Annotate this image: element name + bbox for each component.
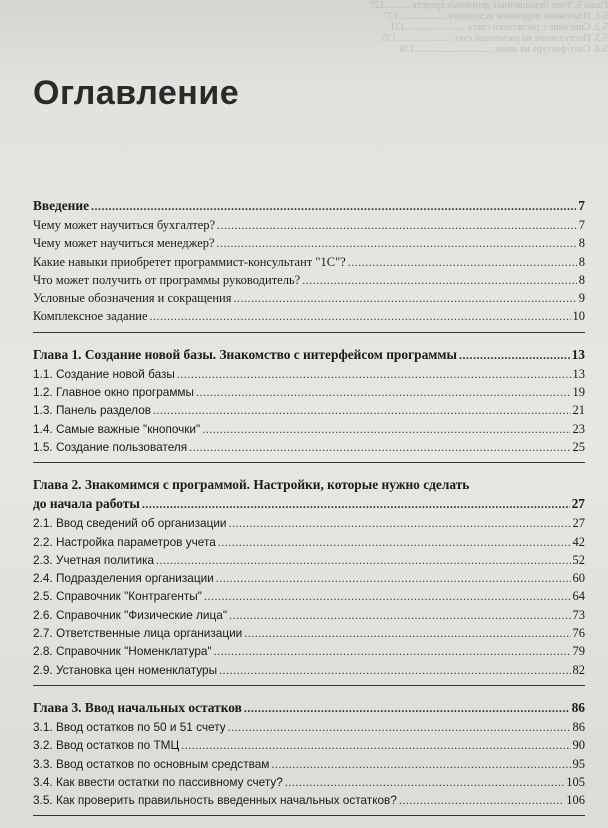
toc-entry[interactable] bbox=[33, 216, 585, 234]
leader-dots bbox=[189, 438, 570, 456]
toc-entry-title: 1.3. Панель разделов bbox=[33, 403, 152, 418]
leader-dots bbox=[285, 773, 564, 791]
toc-entry[interactable] bbox=[33, 514, 585, 532]
leader-dots bbox=[459, 346, 570, 365]
toc-entry[interactable] bbox=[33, 253, 585, 271]
toc-entry[interactable] bbox=[33, 773, 585, 791]
leader-dots bbox=[348, 253, 577, 271]
toc-entry[interactable] bbox=[33, 791, 585, 809]
toc-heading-page: 7 bbox=[578, 198, 585, 213]
toc-heading[interactable] bbox=[33, 475, 585, 514]
leader-dots bbox=[181, 736, 570, 754]
leader-dots bbox=[399, 791, 564, 809]
toc-entry-title: Что может получить от программы руководитель? bbox=[33, 272, 301, 287]
toc-heading-title-line1: Глава 2. Знакомимся с программой. Настройки, которые нужно сделать bbox=[33, 477, 470, 493]
toc-entry-page: 13 bbox=[572, 366, 585, 381]
leader-dots bbox=[204, 587, 571, 605]
leader-dots bbox=[217, 216, 577, 234]
toc-heading-title: Глава 1. Создание новой базы. Знакомство с интерфейсом программы bbox=[33, 346, 457, 362]
toc-entry-page: 25 bbox=[572, 439, 585, 454]
toc-entry-title: 2.4. Подразделения организации bbox=[33, 571, 214, 586]
toc-entry[interactable] bbox=[33, 642, 585, 660]
toc-heading-page: 13 bbox=[571, 346, 585, 362]
toc-heading-title: Глава 3. Ввод начальных остатков bbox=[33, 699, 242, 715]
toc-entry-title: Комплексное задание bbox=[33, 309, 148, 324]
toc-section-chapter-2 bbox=[33, 475, 585, 686]
toc-entry-page: 23 bbox=[572, 421, 585, 436]
toc-entry-page: 105 bbox=[566, 774, 585, 789]
leader-dots bbox=[229, 514, 571, 532]
leader-dots bbox=[177, 365, 571, 383]
table-of-contents bbox=[33, 196, 585, 828]
toc-entry[interactable] bbox=[33, 420, 585, 438]
bleed-through-text: Глава 5. Учет безналичных денежных средств ..........127 5.1. Платежное поручение исходящее ...................127 5.2. Списание с расчетного счета ........................131 5.3. Поступление на расчетный счет ......................135 5.4. Счет-фактура на аванс ...............................138 bbox=[369, 0, 608, 55]
toc-entry-title: 3.3. Ввод остатков по основным средствам bbox=[33, 756, 270, 771]
toc-section-chapter-1 bbox=[33, 345, 585, 463]
toc-entry-title: 2.9. Установка цен номенклатуры bbox=[33, 662, 218, 677]
toc-entry-page: 21 bbox=[572, 403, 585, 418]
toc-entry-title: 3.1. Ввод остатков по 50 и 51 счету bbox=[33, 719, 226, 734]
toc-entry-page: 64 bbox=[572, 589, 585, 604]
toc-entry-title: 2.1. Ввод сведений об организации bbox=[33, 516, 227, 531]
toc-entry[interactable] bbox=[33, 661, 585, 679]
toc-entry-page: 10 bbox=[572, 309, 585, 324]
toc-entry-title: 2.6. Справочник "Физические лица" bbox=[33, 607, 228, 622]
toc-entry[interactable] bbox=[33, 234, 585, 252]
toc-entry[interactable] bbox=[33, 438, 585, 456]
toc-heading-title: Введение bbox=[33, 198, 90, 213]
toc-entry[interactable] bbox=[33, 401, 585, 419]
toc-heading-page: 27 bbox=[571, 496, 585, 512]
toc-entry[interactable] bbox=[33, 533, 585, 551]
toc-entry-page: 7 bbox=[578, 218, 585, 232]
toc-entry[interactable] bbox=[33, 624, 585, 642]
leader-dots bbox=[218, 533, 571, 551]
toc-entry-page: 76 bbox=[572, 626, 585, 641]
toc-entry-page: 42 bbox=[572, 534, 585, 549]
leader-dots bbox=[244, 699, 570, 718]
toc-entry-page: 60 bbox=[572, 571, 585, 586]
toc-entry-title: 3.2. Ввод остатков по ТМЦ bbox=[33, 738, 180, 753]
leader-dots bbox=[271, 755, 570, 773]
toc-entry-page: 27 bbox=[572, 516, 585, 531]
toc-entry[interactable] bbox=[33, 736, 585, 754]
leader-dots bbox=[156, 551, 570, 569]
leader-dots bbox=[202, 420, 570, 438]
toc-entry-title: 2.2. Настройка параметров учета bbox=[33, 534, 216, 549]
leader-dots bbox=[219, 661, 570, 679]
leader-dots bbox=[214, 642, 571, 660]
page-title: Оглавление bbox=[33, 74, 240, 112]
toc-heading-page: 86 bbox=[571, 699, 585, 715]
toc-entry[interactable] bbox=[33, 383, 585, 401]
toc-entry-title: 2.7. Ответственные лица организации bbox=[33, 626, 243, 641]
leader-dots bbox=[150, 307, 571, 325]
toc-entry[interactable] bbox=[33, 569, 585, 587]
toc-entry-title: 3.5. Как проверить правильность введенных начальных остатков? bbox=[33, 793, 397, 808]
toc-heading-title: до начала работы bbox=[33, 496, 140, 512]
toc-entry[interactable] bbox=[33, 755, 585, 773]
toc-entry-title: Чему может научиться менеджер? bbox=[33, 236, 215, 251]
toc-entry-title: Какие навыки приобретет программист-консультант "1С"? bbox=[33, 254, 346, 269]
toc-entry[interactable] bbox=[33, 718, 585, 736]
toc-entry[interactable] bbox=[33, 606, 585, 624]
toc-entry-title: Чему может научиться бухгалтер? bbox=[33, 218, 216, 232]
toc-heading[interactable] bbox=[33, 698, 585, 718]
toc-entry-page: 82 bbox=[572, 662, 585, 677]
toc-entry-title: 1.1. Создание новой базы bbox=[33, 366, 175, 381]
toc-entry-title: 1.4. Самые важные "кнопочки" bbox=[33, 421, 201, 436]
toc-entry[interactable] bbox=[33, 271, 585, 289]
toc-entry[interactable] bbox=[33, 551, 585, 569]
leader-dots bbox=[233, 289, 576, 307]
leader-dots bbox=[302, 271, 577, 289]
toc-entry-page: 8 bbox=[578, 272, 585, 287]
toc-entry[interactable] bbox=[33, 365, 585, 383]
leader-dots bbox=[228, 718, 571, 736]
toc-entry-page: 106 bbox=[566, 793, 585, 808]
toc-entry-title: Условные обозначения и сокращения bbox=[33, 291, 232, 306]
toc-entry-title: 2.3. Учетная политика bbox=[33, 552, 155, 567]
toc-entry-page: 9 bbox=[578, 291, 585, 306]
toc-entry-page: 95 bbox=[572, 756, 585, 771]
toc-entry[interactable] bbox=[33, 289, 585, 307]
toc-section-chapter-3 bbox=[33, 698, 585, 816]
leader-dots bbox=[153, 401, 570, 419]
toc-entry-page: 90 bbox=[572, 738, 585, 753]
toc-entry-page: 8 bbox=[578, 254, 585, 269]
leader-dots bbox=[244, 624, 570, 642]
toc-entry-page: 86 bbox=[572, 719, 585, 734]
leader-dots bbox=[91, 197, 576, 216]
toc-entry-title: 3.4. Как ввести остатки по пассивному счету? bbox=[33, 774, 283, 789]
toc-entry-page: 73 bbox=[572, 607, 585, 622]
leader-dots bbox=[142, 495, 570, 514]
toc-heading[interactable] bbox=[33, 196, 585, 216]
leader-dots bbox=[216, 569, 571, 587]
toc-entry-title: 1.2. Главное окно программы bbox=[33, 385, 195, 400]
toc-heading[interactable] bbox=[33, 345, 585, 365]
leader-dots bbox=[196, 383, 570, 401]
toc-entry-title: 2.5. Справочник "Контрагенты" bbox=[33, 589, 202, 604]
toc-entry-title: 2.8. Справочник "Номенклатура" bbox=[33, 644, 212, 659]
toc-entry-page: 19 bbox=[572, 385, 585, 400]
toc-entry[interactable] bbox=[33, 307, 585, 325]
leader-dots bbox=[217, 234, 577, 252]
toc-entry[interactable] bbox=[33, 587, 585, 605]
toc-section-intro bbox=[33, 196, 585, 333]
toc-entry-page: 8 bbox=[578, 236, 585, 251]
toc-entry-page: 52 bbox=[572, 552, 585, 567]
toc-entry-page: 79 bbox=[572, 644, 585, 659]
toc-entry-title: 1.5. Создание пользователя bbox=[33, 439, 188, 454]
leader-dots bbox=[229, 606, 570, 624]
